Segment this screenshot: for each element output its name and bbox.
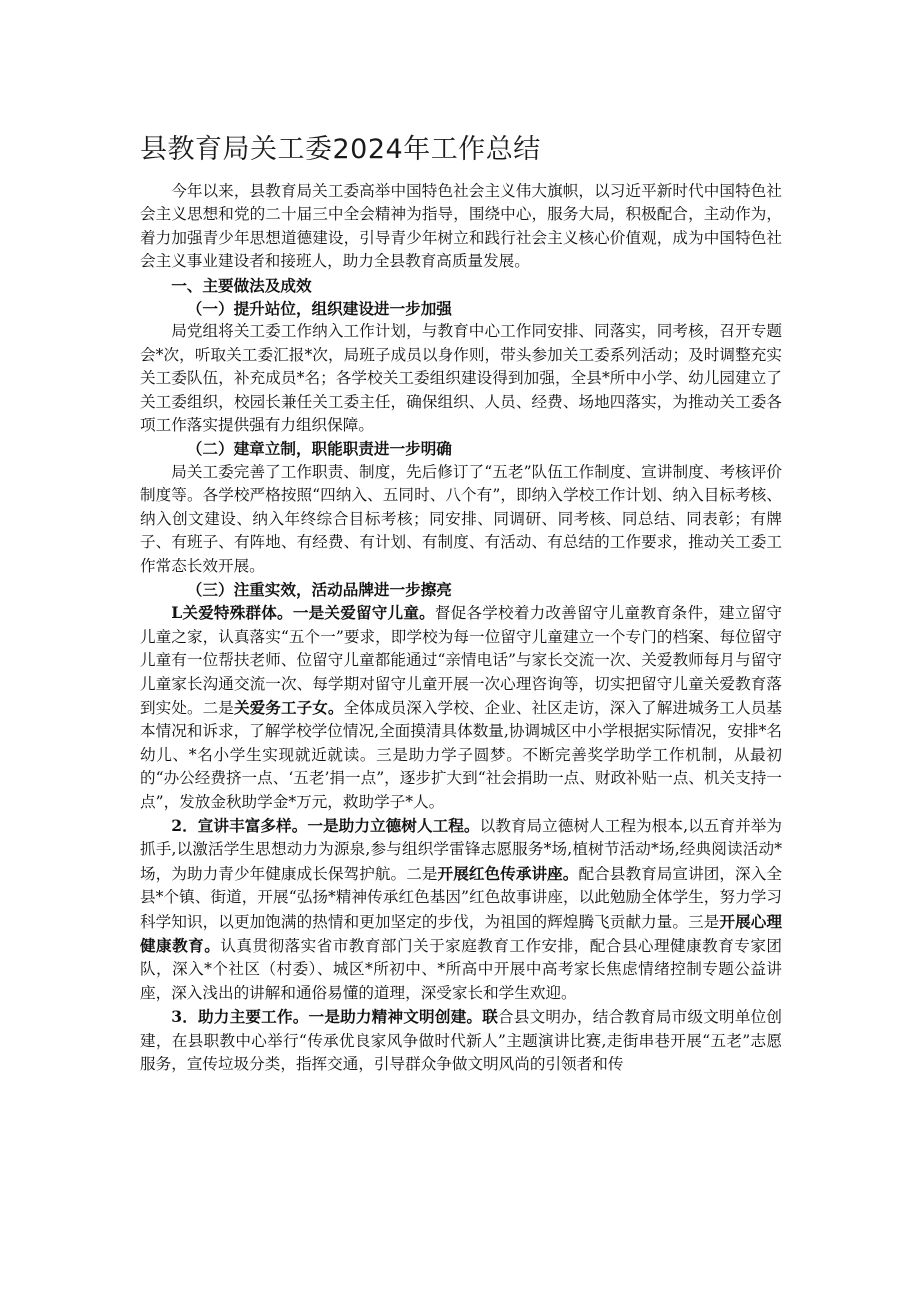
subsection-heading-3: （三）注重实效，活动品牌进一步擦亮 (186, 579, 452, 599)
section-heading-main-practices: 一、主要做法及成效 (171, 275, 312, 295)
item-1-text-2: 全体成员深入学校、企业、社区走访，深入了解进城务工人员基本情况和诉求，了解学校学位情况,全面摸清具体数量,协调城区中小学根据实际情况，安排*名幼儿、*名小学生实现就近就读。三是助力学子圆梦。不断完善奖学助学工作机制，从最初的“办公经费挤一点、‘五老’捐一点”，逐步扩大到“社会捐助一点、财政补贴一点、机关支持一点”，发放金秋助学金*万元，救助学子*人。 (140, 698, 782, 811)
subsection-heading-2: （二）建章立制，职能职责进一步明确 (186, 439, 452, 459)
item-1-lead-2: 关爱务工子女。 (233, 697, 344, 717)
item-2-text-1: 以教育局立德树人工程为根本,以五育并举为抓手,以激活学生思想动力为源泉,参与组织学雷锋志愿服务*场,植树节活动*场,经典阅读活动*场，为助力青少年健康成长保驾护航。二是 (140, 816, 782, 883)
item-2-lead-3: 开展心理健康教育。 (140, 911, 782, 955)
item-2-lead-2: 开展红色传承讲座。 (437, 863, 579, 883)
intro-paragraph: 今年以来，县教育局关工委高举中国特色社会主义伟大旗帜，以习近平新时代中国特色社会主义思想和党的二十届三中全会精神为指导，围绕中心，服务大局，积极配合，主动作为，着力加强青少年思想道德建设，引导青少年树立和践行社会主义核心价值观，成为中国特色社会主义事业建设者和接班人，助力全县教育高质量发展。 (140, 182, 782, 271)
item-2-text-2: 配合县教育局宣讲团，深入全县*个镇、街道，开展“弘扬*精神传承红色基因”红色故事讲座，以此勉励全体学生，努力学习科学知识，以更加饱满的热情和更加坚定的步伐，为祖国的辉煌腾飞贡献力量。三是 (140, 864, 782, 931)
document-body (140, 180, 782, 1076)
item-3-text-1: 合县文明办，结合教育局市级文明单位创建，在县职教中心举行“传承优良家风争做时代新人”主题演讲比赛,走街串巷开展“五老”志愿服务，宣传垃圾分类，指挥交通，引导群众争做文明风尚的引领者和传 (140, 1008, 782, 1074)
item-3-lead-1: 3．助力主要工作。一是助力精神文明创建。联 (171, 1007, 498, 1027)
item-3-paragraph (140, 1005, 782, 1076)
document-title: 县教育局关工委2024年工作总结 (140, 134, 541, 165)
item-2-lead-1: 2．宣讲丰富多样。一是助力立德树人工程。 (171, 815, 480, 835)
item-2-paragraph (140, 814, 782, 1005)
item-2-text-3: 认真贯彻落实省市教育部门关于家庭教育工作安排，配合县心理健康教育专家团队，深入*个社区（村委）、城区*所初中、*所高中开展中高考家长焦虑情绪控制专题公益讲座，深入浅出的讲解和通俗易懂的道理，深受家长和学生欢迎。 (140, 937, 782, 1002)
subsection-2-paragraph: 局关工委完善了工作职责、制度，先后修订了“五老”队伍工作制度、宣讲制度、考核评价制度等。各学校严格按照“四纳入、五同时、八个有”，即纳入学校工作计划、纳入目标考核、纳入创文建设、纳入年终综合目标考核；同安排、同调研、同考核、同总结、同表彰；有牌子、有班子、有阵地、有经费、有计划、有制度、有活动、有总结的工作要求，推动关工委工作常态长效开展。 (140, 462, 782, 575)
subsection-heading-1: （一）提升站位，组织建设进一步加强 (186, 299, 452, 319)
item-1-lead-1: L关爱特殊群体。一是关爱留守儿童。 (171, 603, 435, 623)
subsection-1-paragraph: 局党组将关工委工作纳入工作计划，与教育中心工作同安排、同落实，同考核，召开专题会*次，听取关工委汇报*次，局班子成员以身作则，带头参加关工委系列活动；及时调整充实关工委队伍，补充成员*名；各学校关工委组织建设得到加强，全县*所中小学、幼儿园建立了关工委组织，校园长兼任关工委主任，确保组织、人员、经费、场地四落实，为推动关工委各项工作落实提供强有力组织保障。 (140, 322, 782, 435)
item-1-paragraph (140, 601, 782, 814)
item-1-text-1: 督促各学校着力改善留守儿童教育条件，建立留守儿童之家，认真落实“五个一”要求，即学校为每一位留守儿童建立一个专门的档案、每位留守儿童有一位帮扶老师、位留守儿童都能通过“亲情电话”与家长交流一次、关爱教师每月与留守儿童家长沟通交流一次、每学期对留守儿童开展一次心理咨询等，切实把留守儿童关爱教育落到实处。二是 (140, 604, 782, 717)
